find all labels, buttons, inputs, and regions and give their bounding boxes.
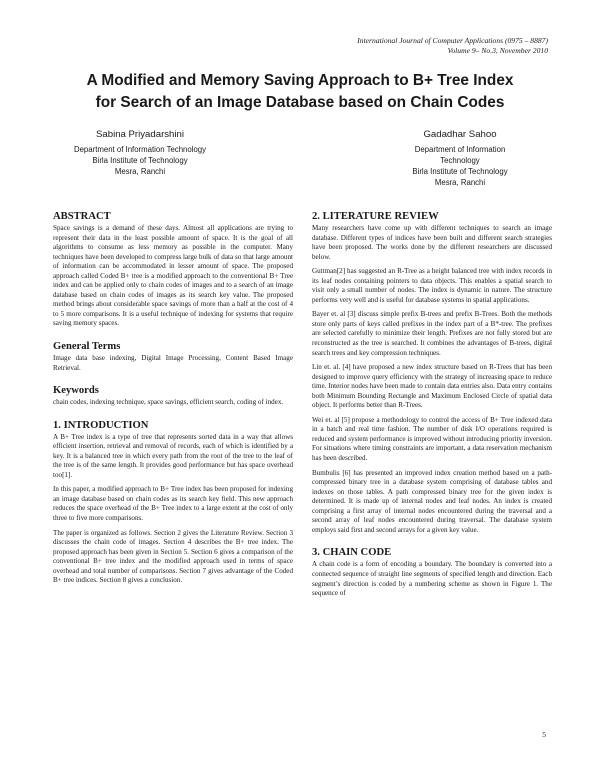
literature-paragraph: Bayer et. al [3] discuss simple prefix B-trees and prefix B-Trees. Both the methods store only parts of keys called prefixes in the index part of a B*-tree. The prefixes are selected carefully to minimize their length. Prefixes are not fully stored but are reconstructed as the tree is searched. It combines the advantages of B-trees, digital search trees and key compression techniques. (312, 310, 552, 357)
chain-code-paragraph: A chain code is a form of encoding a boundary. The boundary is converted into a connected sequence of straight line segments of specified length and direction. Each segment’s direction is coded by a numbering scheme as shown in Figure 1. The sequence of (312, 560, 552, 598)
right-column (312, 210, 552, 604)
introduction-heading: 1. INTRODUCTION (53, 419, 149, 431)
journal-volume: Volume 9– No.3, November 2010 (447, 46, 548, 55)
abstract-heading: ABSTRACT (53, 211, 111, 222)
paper-title-line-1: A Modified and Memory Saving Approach to B+ Tree Index (86, 72, 514, 89)
literature-paragraph: Wei et. al [5] propose a methodology to control the access of B+ Tree indexed data in a batch and real time fashion. The number of disk I/O operations required is reduced and system performance is improved without introducing priority inversion. For situations where timing constraints are important, a data reservation mechanism has been described. (312, 415, 552, 463)
chain-code-heading: 3. CHAIN CODE (312, 547, 392, 559)
introduction-paragraph: In this paper, a modified approach to B+ Tree index has been proposed for indexing an image database based on chain codes as its search key field. This new approach reduces the space overhead of the B+ Tree index to a large extent at the cost of only three to five more comparisons. (53, 485, 293, 523)
author-name: Gadadhar Sahoo (423, 129, 497, 140)
author-department-cont: Technology (440, 156, 480, 165)
introduction-paragraph: A B+ Tree index is a type of tree that represents sorted data in a way that allows efficient insertion, retrieval and removal of records, each of which is identified by a key. It is a balanced tree in which every path from the root of the tree to the leaf of the tree is of the same length. It provides good performance but has space overhead too[1]. (53, 432, 293, 479)
general-terms-text: Image data base indexing, Digital Image Processing, Content Based Image Retrieval. (53, 354, 293, 372)
introduction-paragraph: The paper is organized as follows. Section 2 gives the Literature Review. Section 3 discusses the chain code of images. Section 4 describes the B+ tree index. The proposed approach has been given in Section 5. Section 6 gives a comparison of the conventional B+ tree index and the modified approach used in terms of space overhead and total number of comparisons. Section 7 gives advantage of the Coded B+ tree indices. Section 8 gives a conclusion. (53, 528, 293, 585)
left-column (53, 210, 293, 591)
literature-paragraph: Guttman[2] has suggested an R-Tree as a height balanced tree with index records in its leaf nodes containing pointers to data objects. This enables a spatial search to visit only a small number of nodes. The index is dynamic in nature. The structure performs very well and is useful for database systems in spatial applications. (312, 267, 552, 304)
keywords-text: chain codes, indexing technique, space savings, efficient search, coding of index. (53, 398, 284, 407)
literature-paragraph: Lin et. al. [4] have proposed a new index structure based on R-Trees that has been designed to improve query efficiency with the strategy of increasing space to reduce time. Interior nodes have been made to contain data entries also. Data entry contains both Minimum Bounding Rectangle and Maximum Enclosed Circle of spatial data object. It performs better than R-Trees. (312, 363, 552, 410)
literature-review-heading: 2. LITERATURE REVIEW (312, 211, 439, 222)
journal-name: International Journal of Computer Applications (0975 – 8887) (357, 36, 548, 45)
general-terms-heading: General Terms (53, 341, 121, 353)
author-city: Mesra, Ranchi (114, 167, 166, 176)
author-name: Sabina Priyadarshini (96, 129, 184, 140)
abstract-text: Space savings is a demand of these days. Almost all applications are trying to represent their data in the least possible amount of space. It is the goal of all algorithms to consume as less memory as possible in the computer. Many techniques have been developed to compress large bulk of data so that large amount of information can be accommodated in lesser amount of space. The proposed approach called Coded B+ tree is a modified approach to the conventional B+ Tree index and can be applied only to chain codes of images and to a search of an image database based on chain codes of images as its search key value. The proposed method brings about considerable space savings of more than a half at the cost of 4 to 5 more comparisons. It is a useful technique of indexing for systems that require saving memory spaces. (53, 224, 293, 328)
journal-header (357, 36, 548, 56)
author-block-2 (366, 128, 554, 188)
author-city: Mesra, Ranchi (434, 178, 486, 187)
author-institute: Birla Institute of Technology (92, 156, 188, 165)
literature-paragraph: Many researchers have come up with different techniques to search an image database. Different types of indices have been built and different search strategies have been proposed. The works done by the different researchers are discussed below. (312, 224, 552, 261)
author-department: Department of Information Technology (73, 145, 207, 154)
author-department: Department of Information (414, 145, 506, 154)
paper-title-line-2: for Search of an Image Database based on Chain Codes (95, 94, 505, 111)
keywords-heading: Keywords (53, 385, 99, 397)
author-institute: Birla Institute of Technology (412, 167, 508, 176)
paper-title (40, 70, 560, 114)
literature-paragraph: Bumbulis [6] has presented an improved index creation method based on a path-compressed binary tree in a database system comprising of database tables and indexes on those tables. A path compressed binary tree for the given index is determined. It is made up of internal nodes and leaf nodes. An index is created comprising a first array of internal nodes encountered during the traversal and a second array of leaf nodes encountered during traversal. The database system employs said first and second arrays for a given key value. (312, 468, 552, 534)
author-block-1 (44, 128, 236, 177)
page-number: 5 (542, 730, 546, 739)
